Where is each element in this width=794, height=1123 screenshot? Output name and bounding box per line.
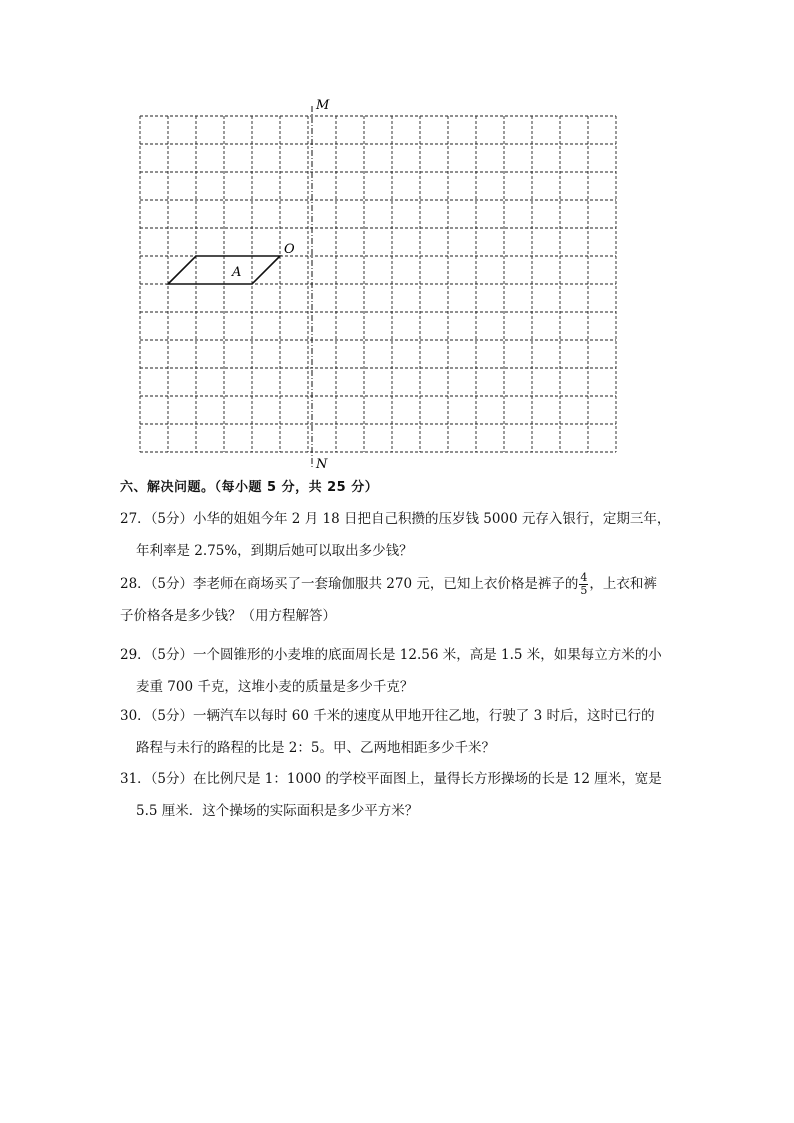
question-28-line-1 — [120, 568, 680, 600]
fraction-denominator: 5 — [580, 584, 588, 597]
question-31-line-2: 5.5 厘米．这个操场的实际面积是多少平方米？ — [136, 803, 419, 819]
grid-figure — [0, 0, 794, 480]
label-m: M — [316, 98, 330, 113]
section-heading: 六、解决问题。（每小题 5 分，共 25 分） — [120, 480, 379, 495]
parallelogram-a — [168, 256, 280, 284]
fraction-numerator: 4 — [580, 571, 588, 584]
question-31-line-1: 31．（5分）在比例尺是 1：1000 的学校平面图上，量得长方形操场的长是 12 厘米，宽是 — [120, 771, 662, 787]
question-27-line-2: 年利率是 2.75%，到期后她可以取出多少钱？ — [136, 543, 413, 559]
question-27-line-1: 27．（5分）小华的姐姐今年 2 月 18 日把自己积攒的压岁钱 5000 元存入银行，定期三年， — [120, 511, 671, 527]
fraction — [579, 572, 588, 597]
question-28-text-after: ，上衣和裤 — [589, 576, 657, 592]
question-30 — [120, 700, 680, 764]
label-o: O — [284, 242, 295, 257]
question-29-line-1: 29．（5分）一个圆锥形的小麦堆的底面周长是 12.56 米，高是 1.5 米，如果每立方米的小 — [120, 647, 662, 663]
question-28-text-before: 28．（5分）李老师在商场买了一套瑜伽服共 270 元，已知上衣价格是裤子的 — [120, 576, 579, 592]
question-29 — [120, 639, 680, 703]
question-28 — [120, 568, 680, 632]
label-n: N — [316, 457, 328, 472]
question-28-line-2: 子价格各是多少钱？（用方程解答） — [120, 608, 336, 624]
question-27 — [120, 503, 680, 567]
question-29-line-2: 麦重 700 千克，这堆小麦的质量是多少千克？ — [136, 679, 414, 695]
label-a: A — [232, 265, 242, 280]
question-30-line-1: 30．（5分）一辆汽车以每时 60 千米的速度从甲地开往乙地，行驶了 3 时后，这时已行的 — [120, 708, 655, 724]
question-30-line-2: 路程与未行的路程的比是 2：5。甲、乙两地相距多少千米？ — [136, 740, 495, 756]
question-31 — [120, 763, 680, 827]
